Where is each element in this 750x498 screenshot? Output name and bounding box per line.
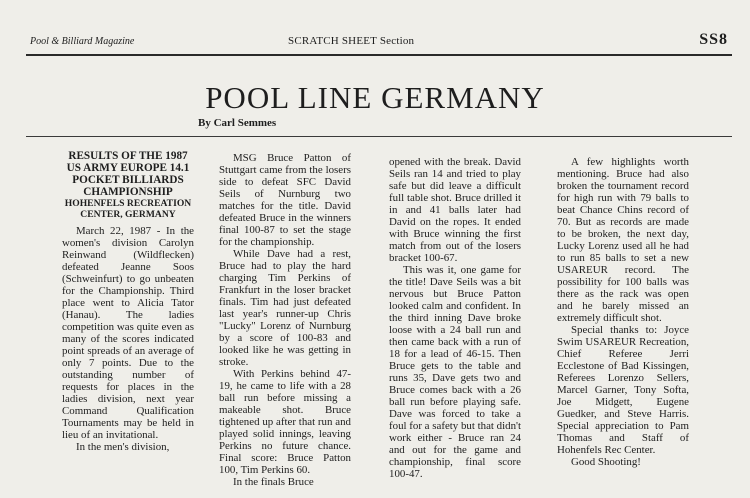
section-name: SCRATCH SHEET Section (288, 35, 415, 47)
column-1 (62, 150, 194, 453)
page-header (26, 30, 732, 56)
title-rule (26, 136, 732, 137)
paragraph: In the men's division, (76, 441, 170, 453)
paragraph: This was it, one game for the title! Dave Seils was a bit nervous but Bruce Patton looked calm and confident. In the third inning Dave broke loose with a 24 ball run and then came back with a run of 18 for a lead of 46-15. Then Bruce gets to the table and runs 35, Dave gets two and Bruce comes back with a 26 ball run before playing safe. Dave was forced to take a foul for a safety but that didn't work either - Bruce ran 24 and out for the game and championship, final score 100-47. (389, 264, 522, 480)
paragraph: A few highlights worth mentioning. Bruce had also broken the tournament record for high run with 79 balls to beat Chance Chins record of 70. But as records are made to be broken, the next day, Lucky Lorenz used all he had to run 85 balls to set a new USAREUR record. The possibility for 100 balls was there as the rack was open and he barely missed an extremely difficult shot. (557, 156, 689, 324)
page-number: SS8 (699, 31, 728, 48)
column-4 (557, 156, 689, 468)
article-byline: By Carl Semmes (198, 117, 277, 129)
magazine-name: Pool & Billiard Magazine (30, 36, 135, 47)
article-title: POOL LINE GERMANY (205, 80, 545, 115)
results-subhead: HOHENFELS RECREATION CENTER, GERMANY (64, 198, 192, 220)
paragraph: opened with the break. David Seils ran 14 and tried to play safe but did leave a difficult full table shot. Bruce drilled it in and 41 balls later had David on the ropes. It ended with Bruce winning the first match from out of the losers bracket 100-67. (389, 156, 521, 264)
paragraph: Special thanks to: Joyce Swim USAREUR Recreation, Chief Referee Jerri Ecclestone of Bad Kissingen, Referees Lorenzo Sellers, Marcel Garner, Tony Softa, Joe Midgett, Eugene Guedker, and Steve Harris. Special appreciation to Pam Thomas and Staff of Hohenfels Rec Center. (557, 324, 689, 456)
paragraph: While Dave had a rest, Bruce had to play the hard charging Tim Perkins of Frankfurt in the loser bracket finals. Tim had just defeated last year's runner-up Chris "Lucky" Lorenz of Nurnburg by a score of 100-83 and looked like he was getting in stroke. (219, 248, 351, 368)
column-2 (219, 152, 351, 488)
column-3 (389, 156, 521, 480)
paragraph: With Perkins behind 47-19, he came to life with a 28 ball run before missing a makeable shot. Bruce tightened up after that run and played solid innings, leaving Perkins no future chance. Final score: Bruce Patton 100, Tim Perkins 60. (219, 368, 351, 476)
results-headline: RESULTS OF THE 1987 US ARMY EUROPE 14.1 POCKET BILLIARDS CHAMPIONSHIP (66, 150, 190, 198)
paragraph: March 22, 1987 - In the women's division Carolyn Reinwand (Wildflecken) defeated Jeanne Soos (Schweinfurt) to go unbeaten for the Championship. Third place went to Alicia Tator (Hanau). The ladies competition was quite even as many of the scores indicated point spreads of an average of only 7 points. Due to the outstanding number of requests for places in the ladies division, next year Command Qualification Tournaments may be held in lieu of an invitational. (62, 225, 194, 441)
paragraph: In the finals Bruce (233, 476, 314, 488)
paragraph: MSG Bruce Patton of Stuttgart came from the losers side to defeat SFC David Seils of Nurnburg two matches for the title. David defeated Bruce in the winners final 100-87 to set the stage for the championship. (219, 152, 351, 248)
paragraph: Good Shooting! (571, 456, 641, 468)
